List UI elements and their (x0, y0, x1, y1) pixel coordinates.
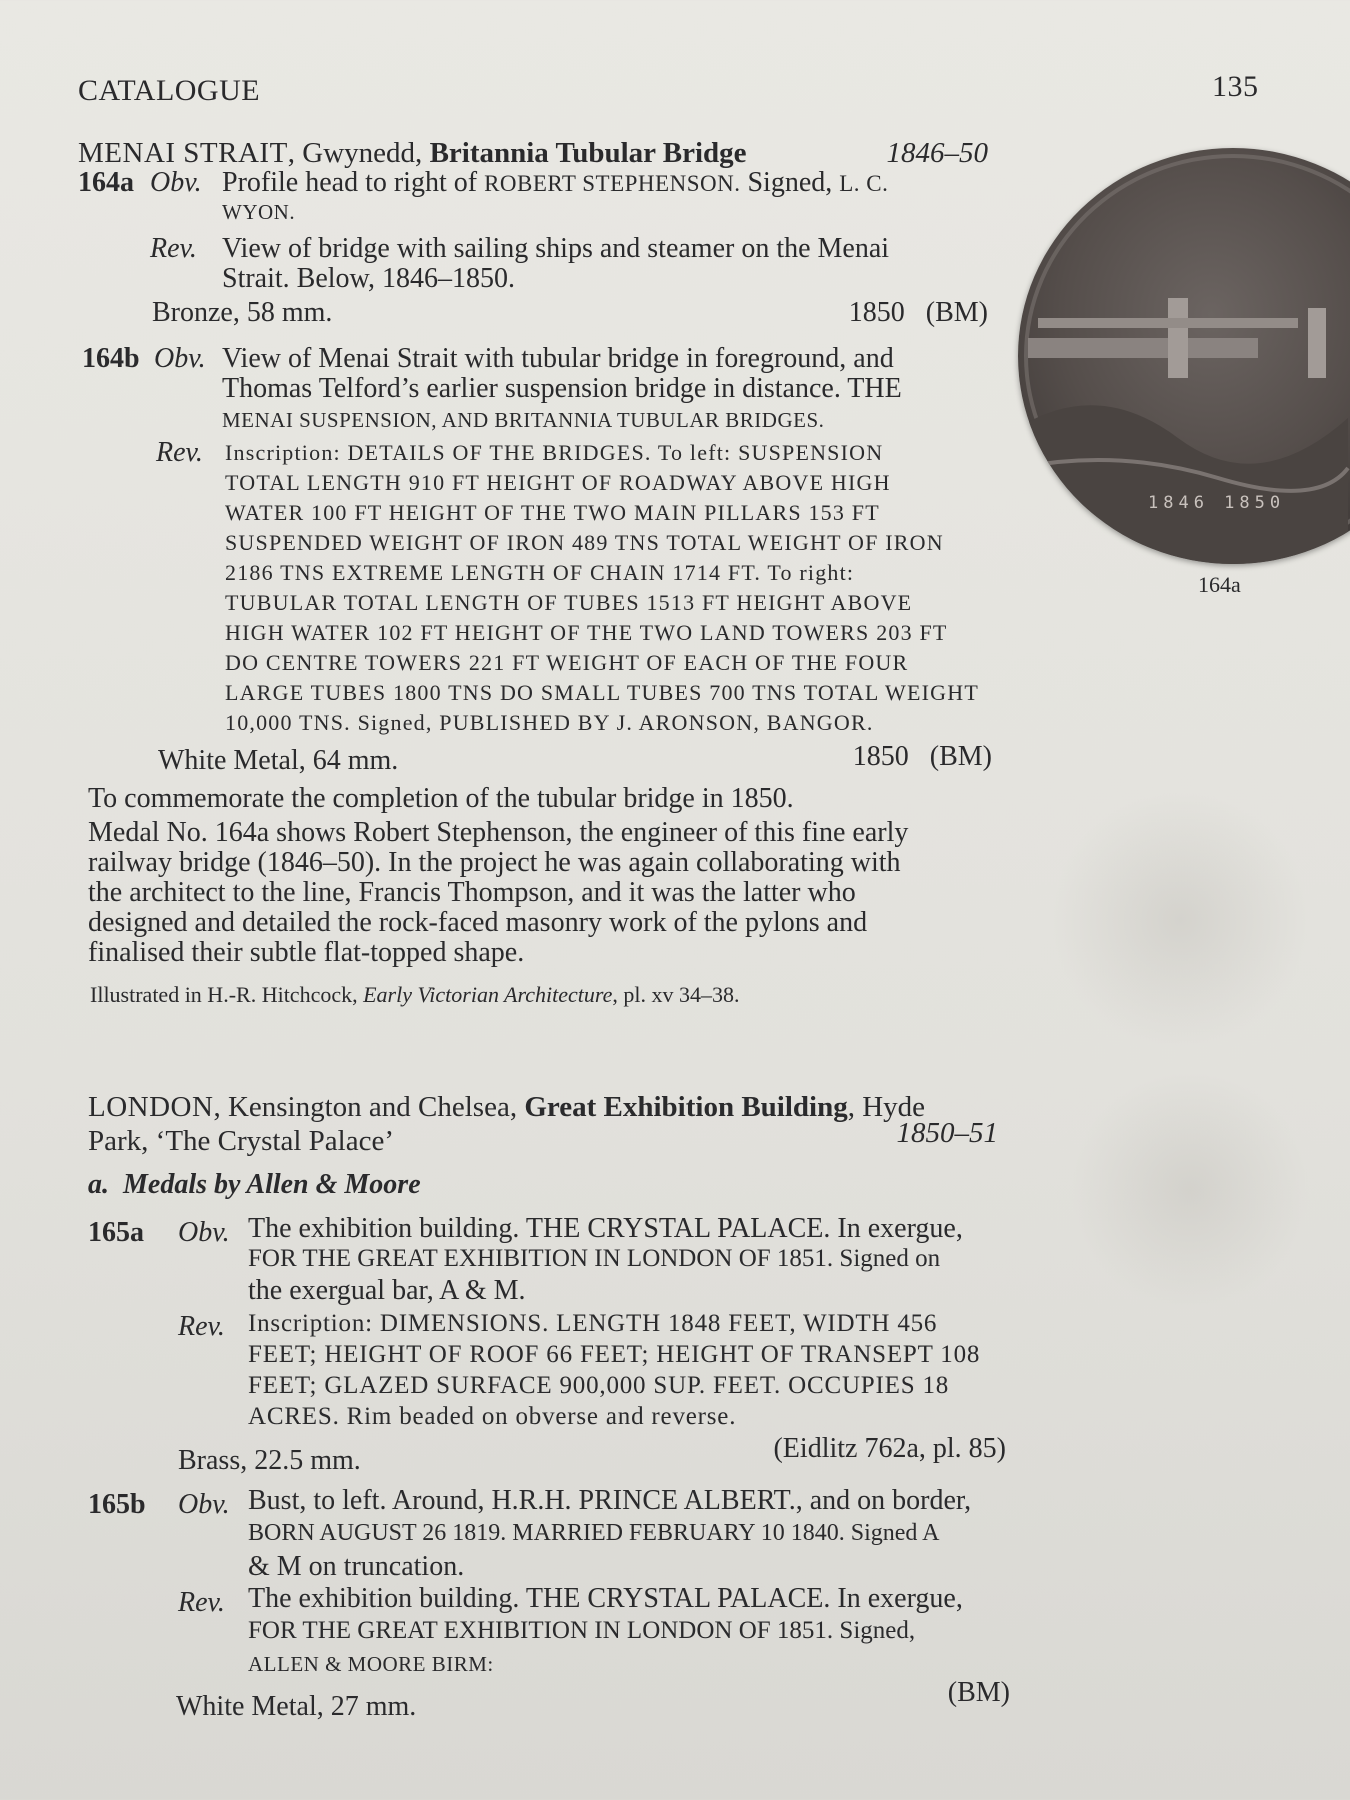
obverse-text: & M on truncation. (248, 1551, 465, 1582)
building-name: Britannia Tubular Bridge (429, 137, 747, 169)
page-shadow (1070, 1070, 1310, 1310)
medal-164a-image (1018, 148, 1350, 564)
inscription-line: DO CENTRE TOWERS 221 FT WEIGHT OF EACH OF THE FOUR (225, 650, 909, 675)
item-number: 164a (78, 167, 134, 198)
notes-line: finalised their subtle flat-topped shape. (88, 937, 525, 968)
entry-date: 1846–50 (886, 137, 988, 169)
obverse-text: Thomas Telford’s earlier suspension bridge in distance. THE (222, 373, 902, 404)
obverse-text (222, 168, 888, 199)
obverse-text: Bust, to left. Around, H.R.H. PRINCE ALBERT., and on border, (248, 1485, 972, 1516)
page-number: 135 (1212, 70, 1259, 103)
catalogue-reference: (BM) (947, 1677, 1010, 1708)
obverse-text: BORN AUGUST 26 1819. MARRIED FEBRUARY 10 1840. Signed A (248, 1520, 940, 1546)
inscription-line: HIGH WATER 102 FT HEIGHT OF THE TWO LAND TOWERS 203 FT (225, 620, 948, 645)
inscription-line: Inscription: DIMENSIONS. LENGTH 1848 FEET, WIDTH 456 (248, 1310, 938, 1337)
catalogue-reference: (Eidlitz 762a, pl. 85) (773, 1433, 1006, 1464)
material-size: Bronze, 58 mm. (152, 297, 333, 328)
text-run-sc: L. C. (839, 171, 889, 196)
material-size: White Metal, 64 mm. (158, 745, 399, 776)
inscription-line: Inscription: DETAILS OF THE BRIDGES. To left: SUSPENSION (225, 440, 884, 465)
obverse-label: Obv. (178, 1217, 230, 1248)
notes-line: Medal No. 164a shows Robert Stephenson, the engineer of this fine early (88, 817, 909, 848)
place-name: LONDON (88, 1091, 214, 1123)
inscription-line: FEET; GLAZED SURFACE 900,000 SUP. FEET. OCCUPIES 18 (248, 1372, 950, 1399)
figure-caption: 164a (1198, 572, 1241, 597)
inscription-line: TOTAL LENGTH 910 FT HEIGHT OF ROADWAY ABOVE HIGH (225, 470, 891, 495)
county: , Gwynedd, (287, 137, 430, 169)
county: , Kensington and Chelsea, (213, 1091, 525, 1123)
text-run: , pl. xv 34–38. (612, 982, 740, 1007)
obverse-text: The exhibition building. THE CRYSTAL PALACE. In exergue, (248, 1213, 963, 1244)
inscription-line: FEET; HEIGHT OF ROOF 66 FEET; HEIGHT OF TRANSEPT 108 (248, 1341, 981, 1368)
building-name: Great Exhibition Building (524, 1091, 848, 1123)
obverse-text-cont: WYON. (222, 200, 296, 224)
inscription-line: LARGE TUBES 1800 TNS DO SMALL TUBES 700 TNS TOTAL WEIGHT (225, 680, 979, 705)
reverse-inscription (225, 438, 995, 738)
reverse-text: Strait. Below, 1846–1850. (222, 263, 515, 294)
notes-line: designed and detailed the rock-faced masonry work of the pylons and (88, 907, 868, 938)
reverse-label: Rev. (156, 437, 203, 468)
year-reference: 1850 (BM) (852, 741, 992, 772)
reverse-label: Rev. (178, 1311, 225, 1342)
obverse-text: the exergual bar, A & M. (248, 1275, 526, 1306)
notes-line: railway bridge (1846–50). In the project he was again collaborating with (88, 847, 901, 878)
obverse-label: Obv. (150, 167, 202, 198)
inscription-line: ACRES. Rim beaded on obverse and reverse. (248, 1403, 737, 1430)
obverse-label: Obv. (178, 1489, 230, 1520)
reverse-label: Rev. (150, 233, 197, 264)
material-size: Brass, 22.5 mm. (178, 1445, 361, 1476)
place-name: MENAI STRAIT (78, 137, 288, 169)
material-size: White Metal, 27 mm. (176, 1691, 417, 1722)
year-reference: 1850 (BM) (848, 297, 988, 328)
commemoration: To commemorate the completion of the tubular bridge in 1850. (88, 783, 794, 814)
text-run: Profile head to right of (222, 167, 485, 198)
reverse-text: The exhibition building. THE CRYSTAL PALACE. In exergue, (248, 1583, 963, 1614)
running-title: CATALOGUE (78, 74, 261, 107)
obverse-text: View of Menai Strait with tubular bridge in foreground, and (222, 343, 894, 374)
reverse-text: ALLEN & MOORE BIRM: (248, 1652, 494, 1676)
obverse-text: MENAI SUSPENSION, AND BRITANNIA TUBULAR BRIDGES. (222, 408, 825, 432)
reverse-text: FOR THE GREAT EXHIBITION IN LONDON OF 1851. Signed, (248, 1617, 916, 1644)
inscription-line: 10,000 TNS. Signed, PUBLISHED BY J. ARONSON, BANGOR. (225, 710, 874, 735)
entry-heading (78, 138, 747, 168)
obverse-text: FOR THE GREAT EXHIBITION IN LONDON OF 1851. Signed on (248, 1245, 941, 1272)
text-run: Illustrated in H.-R. Hitchcock, (90, 982, 364, 1007)
item-number: 164b (82, 343, 140, 374)
book-title: Early Victorian Architecture (363, 982, 613, 1007)
illustrated-reference (90, 982, 740, 1008)
reverse-inscription (248, 1308, 980, 1432)
entry-heading-cont: Park, ‘The Crystal Palace’ (88, 1125, 395, 1157)
inscription-line: WATER 100 FT HEIGHT OF THE TWO MAIN PILLARS 153 FT (225, 500, 880, 525)
reverse-label: Rev. (178, 1587, 225, 1618)
text-run: Signed, (740, 167, 840, 198)
text-run-sc: ROBERT STEPHENSON. (484, 171, 741, 196)
inscription-line: SUSPENDED WEIGHT OF IRON 489 TNS TOTAL WEIGHT OF IRON (225, 530, 944, 555)
medal-date-text: 1846 1850 (1148, 493, 1286, 513)
obverse-label: Obv. (154, 343, 206, 374)
entry-date: 1850–51 (896, 1117, 998, 1149)
subheading: a. Medals by Allen & Moore (88, 1169, 421, 1200)
reverse-text: View of bridge with sailing ships and steamer on the Menai (222, 233, 890, 264)
notes-line: the architect to the line, Francis Thompson, and it was the latter who (88, 877, 856, 908)
notes-paragraph (88, 818, 998, 968)
text-run: , Hyde (847, 1091, 926, 1123)
item-number: 165b (88, 1489, 146, 1520)
inscription-line: TUBULAR TOTAL LENGTH OF TUBES 1513 FT HEIGHT ABOVE (225, 590, 913, 615)
page-shadow (1050, 790, 1310, 1050)
inscription-line: 2186 TNS EXTREME LENGTH OF CHAIN 1714 FT. To right: (225, 560, 855, 585)
item-number: 165a (88, 1217, 144, 1248)
